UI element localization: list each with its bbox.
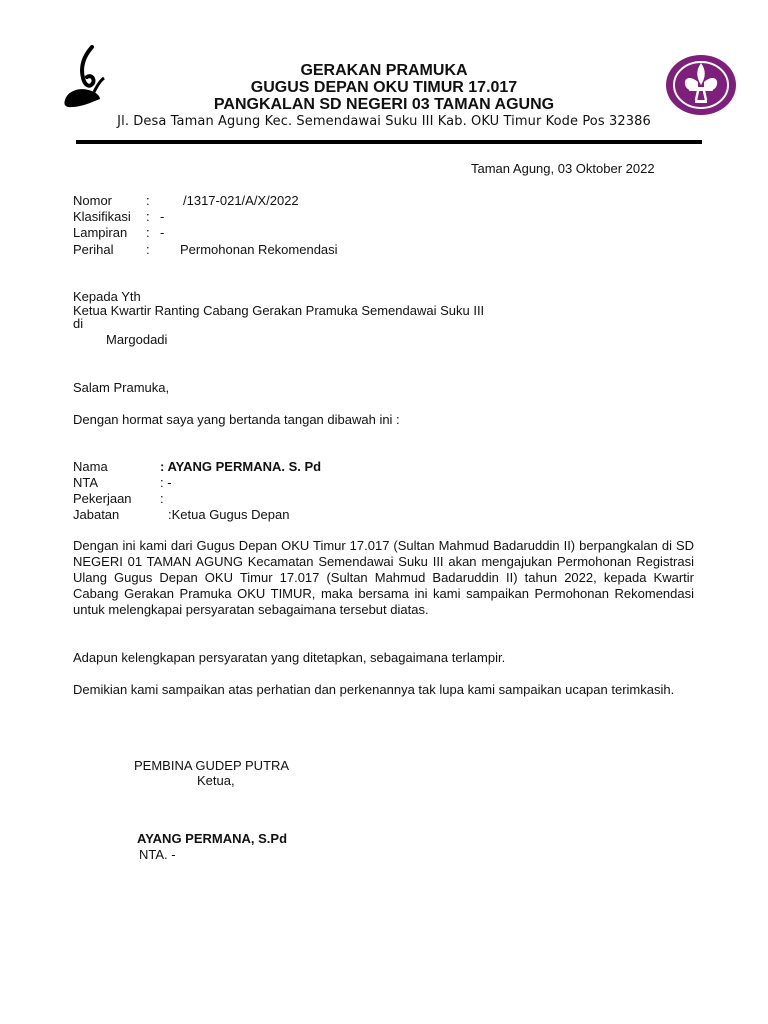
identity-label: Pekerjaan (73, 491, 132, 506)
signature-role: Ketua, (197, 773, 235, 788)
meta-value-klasifikasi: - (160, 209, 165, 224)
body-paragraph: Demikian kami sampaikan atas perhatian dan perkenannya tak lupa kami sampaikan ucapan terimkasih. (73, 682, 675, 697)
greeting: Salam Pramuka, (73, 380, 170, 395)
meta-label-perihal: Perihal (73, 242, 114, 257)
meta-value-perihal: Permohonan Rekomendasi (180, 242, 338, 257)
address: Jl. Desa Taman Agung Kec. Semendawai Suku III Kab. OKU Timur Kode Pos 32386 (117, 114, 651, 129)
signature-title: PEMBINA GUDEP PUTRA (134, 758, 290, 773)
gugus-name: GUGUS DEPAN OKU TIMUR 17.017 (250, 79, 518, 96)
pangkalan-name: PANGKALAN SD NEGERI 03 TAMAN AGUNG (213, 96, 555, 113)
identity-label: Jabatan (73, 507, 120, 522)
meta-sep: : (146, 209, 150, 224)
meta-label-nomor: Nomor (73, 193, 113, 208)
meta-label-lampiran: Lampiran (73, 225, 128, 240)
meta-sep: : (146, 193, 150, 208)
signature-nta: NTA. - (139, 847, 176, 862)
recipient-line: di (73, 316, 84, 331)
identity-value-name: : AYANG PERMANA. S. Pd (160, 459, 322, 474)
body-paragraph: Dengan ini kami dari Gugus Depan OKU Timur 17.017 (Sultan Mahmud Badaruddin II) berpangkalan di SD NEGERI 01 TAMAN AGUNG Kecamatan Semendawai Suku III akan mengajukan Permohonan Registrasi Ulang Gugus Depan OKU Timur 17.017 (Sultan Mahmud Badaruddin II) tahun 2022, kepada Kwartir Cabang Gerakan Pramuka OKU TIMUR, maka bersama ini kami sampaikan Permohonan Rekomendasi untuk melengkapai persyaratan sebagaimana tersebut diatas. (73, 538, 694, 617)
meta-sep: : (146, 225, 150, 240)
recipient-line: Kepada Yth (73, 289, 141, 304)
signature-name: AYANG PERMANA, S.Pd (137, 831, 288, 846)
identity-label: NTA (73, 475, 99, 490)
body-paragraph: Adapun kelengkapan persyaratan yang ditetapkan, sebagaimana terlampir. (73, 650, 506, 665)
identity-value: : - (160, 475, 172, 490)
recipient-place: Margodadi (106, 332, 168, 347)
meta-sep: : (146, 242, 150, 257)
identity-value: :Ketua Gugus Depan (168, 507, 290, 522)
header-divider (76, 140, 702, 144)
org-name: GERAKAN PRAMUKA (300, 62, 468, 79)
meta-label-klasifikasi: Klasifikasi (73, 209, 131, 224)
recipient-line: Ketua Kwartir Ranting Cabang Gerakan Pramuka Semendawai Suku III (73, 303, 485, 318)
identity-label: Nama (73, 459, 108, 474)
meta-value-nomor: /1317-021/A/X/2022 (183, 193, 299, 208)
intro-sentence: Dengan hormat saya yang bertanda tangan dibawah ini : (73, 412, 400, 427)
letter-date: Taman Agung, 03 Oktober 2022 (471, 161, 655, 176)
meta-value-lampiran: - (160, 225, 165, 240)
identity-value: : (160, 491, 164, 506)
